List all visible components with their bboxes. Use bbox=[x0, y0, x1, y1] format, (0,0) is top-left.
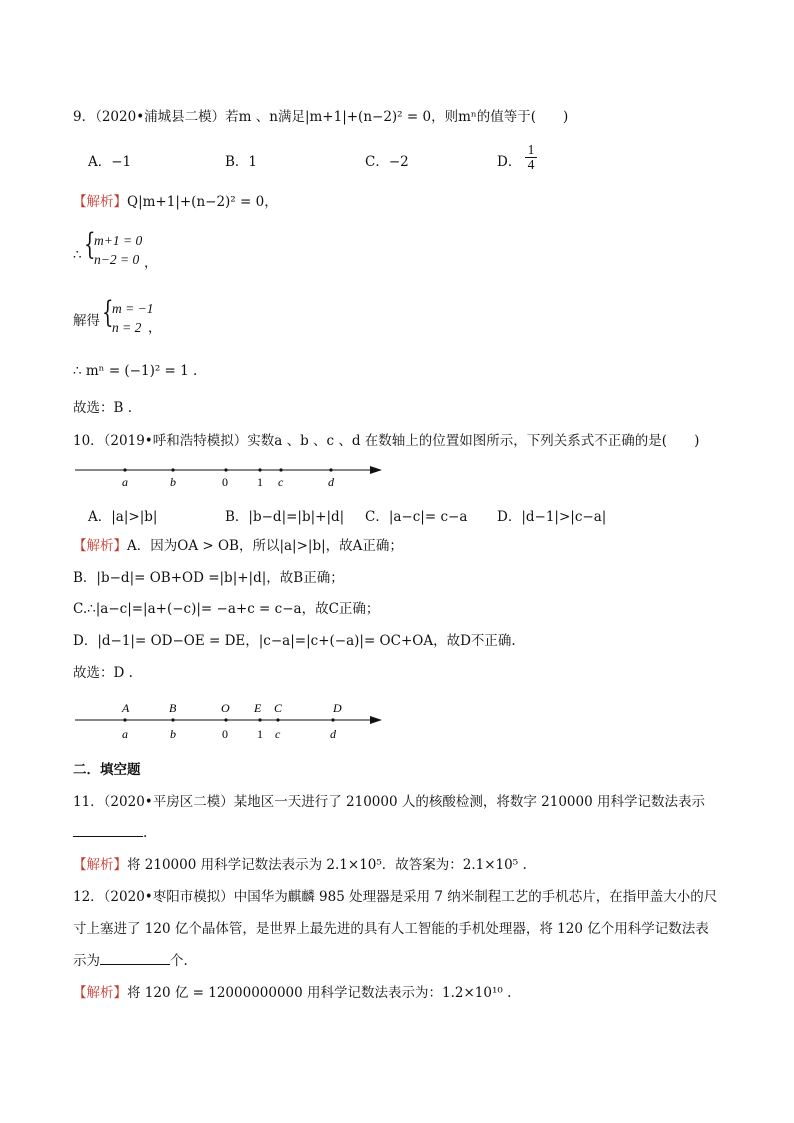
brace-icon: { bbox=[102, 295, 114, 330]
solution-text: 将 120 亿 = 12000000000 用科学记数法表示为：1.2×10¹⁰ . bbox=[127, 985, 512, 1001]
fraction-denominator: 4 bbox=[527, 157, 535, 172]
point-b bbox=[171, 468, 174, 471]
fraction-numerator: 1 bbox=[525, 143, 537, 158]
stem-text: 个. bbox=[170, 953, 188, 969]
q12-stem-line3 bbox=[73, 952, 188, 970]
q10-option-c: C．|a−c|= c−a bbox=[365, 509, 468, 525]
solution-label: 【解析】 bbox=[73, 538, 127, 554]
q12-stem-line2: 寸上塞进了 120 亿个晶体管，是世界上最先进的具有人工智能的手机处理器，将 120 亿个用科学记数法表 bbox=[73, 921, 709, 937]
solution-text: A．因为OA > OB，所以|a|>|b|，故A正确； bbox=[127, 538, 403, 554]
answer-blank[interactable] bbox=[100, 952, 170, 965]
point-1 bbox=[258, 468, 261, 471]
point-c bbox=[279, 468, 282, 471]
label-c: c bbox=[278, 475, 284, 489]
label-c: c bbox=[275, 727, 281, 741]
section-title: 二．填空题 bbox=[73, 762, 141, 778]
comma: ， bbox=[144, 255, 158, 271]
q10-stem: 10．（2019•呼和浩特模拟）实数a 、b 、c 、d 在数轴上的位置如图所示，下列关系式不正确的是( ) bbox=[73, 433, 700, 449]
q10-solution-b: B．|b−d|= OB+OD =|b|+|d|，故B正确； bbox=[73, 570, 344, 586]
label-0: 0 bbox=[222, 475, 228, 489]
q9-answer: 故选：B . bbox=[73, 400, 133, 416]
q12-stem-line1: 12．（2020•枣阳市模拟）中国华为麒麟 985 处理器是采用 7 纳米制程工艺的手机芯片，在指甲盖大小的尺 bbox=[73, 889, 718, 905]
q10-option-a: A．|a|>|b| bbox=[88, 509, 158, 525]
q11-blank-line bbox=[73, 824, 147, 842]
q10-solution-c: C.∴|a−c|=|a+(−c)|= −a+c = c−a，故C正确； bbox=[73, 601, 380, 617]
label-O: O bbox=[221, 701, 230, 715]
system-eq-1: m+1 = 0 bbox=[94, 233, 143, 248]
q10-answer: 故选：D . bbox=[73, 665, 133, 681]
label-0: 0 bbox=[222, 727, 228, 741]
therefore-symbol: ∴ bbox=[73, 247, 82, 263]
label-A: A bbox=[122, 701, 130, 715]
brace-icon: { bbox=[84, 227, 96, 262]
q9-option-d-fraction bbox=[525, 143, 537, 172]
comma: ， bbox=[148, 320, 162, 336]
system-eq-2: n−2 = 0 bbox=[94, 252, 140, 267]
answer-blank[interactable] bbox=[73, 824, 143, 837]
point-b bbox=[171, 718, 174, 721]
arrow-icon bbox=[370, 466, 382, 474]
solution-label: 【解析】 bbox=[73, 857, 127, 873]
point-0 bbox=[224, 718, 227, 721]
label-D: D bbox=[333, 701, 342, 715]
system-eq-1: m = −1 bbox=[112, 301, 154, 316]
label-d: d bbox=[328, 475, 334, 489]
point-a bbox=[123, 718, 126, 721]
label-d: d bbox=[330, 727, 336, 741]
label-1: 1 bbox=[257, 727, 263, 741]
q10-solution-a bbox=[73, 537, 403, 555]
q9-stem: 9．（2020•浦城县二模）若m 、n满足|m+1|+(n−2)² = 0，则mⁿ的值等于( ) bbox=[73, 109, 569, 125]
solution-label: 【解析】 bbox=[73, 194, 127, 210]
label-E: E bbox=[254, 701, 262, 715]
system-eq-2: n = 2 bbox=[112, 320, 142, 335]
label-1: 1 bbox=[257, 475, 263, 489]
solution-label: 【解析】 bbox=[73, 985, 127, 1001]
label-B: B bbox=[169, 701, 177, 715]
q12-solution bbox=[73, 984, 511, 1002]
q11-stem: 11．（2020•平房区二模）某地区一天进行了 210000 人的核酸检测，将数字 210000 用科学记数法表示 bbox=[73, 794, 705, 810]
number-line-2 bbox=[70, 698, 390, 744]
solution-text: 将 210000 用科学记数法表示为 2.1×10⁵．故答案为：2.1×10⁵ . bbox=[127, 857, 527, 873]
q11-solution bbox=[73, 856, 527, 874]
q9-option-c: C．−2 bbox=[365, 154, 409, 170]
number-line-1 bbox=[70, 460, 390, 494]
point-1 bbox=[258, 718, 261, 721]
label-a: a bbox=[122, 475, 128, 489]
q9-solution-text: Q|m+1|+(n−2)² = 0， bbox=[127, 194, 278, 210]
point-d bbox=[331, 718, 334, 721]
q9-solution-line1 bbox=[73, 193, 278, 211]
q10-solution-d: D．|d−1|= OD−OE = DE，|c−a|=|c+(−a)|= OC+OA，故D不正确. bbox=[73, 633, 516, 649]
label-b: b bbox=[170, 727, 176, 741]
q10-option-d: D．|d−1|>|c−a| bbox=[497, 509, 607, 525]
q9-solution-line2: ∴ mⁿ = (−1)² = 1 . bbox=[73, 363, 198, 379]
label-b: b bbox=[170, 475, 176, 489]
solve-label: 解得 bbox=[73, 313, 100, 329]
q9-option-b: B．1 bbox=[225, 154, 258, 170]
label-C: C bbox=[274, 701, 283, 715]
point-c bbox=[276, 718, 279, 721]
period: . bbox=[143, 825, 148, 841]
stem-text: 示为 bbox=[73, 953, 100, 969]
point-a bbox=[123, 468, 126, 471]
label-a: a bbox=[122, 727, 128, 741]
arrow-icon bbox=[370, 716, 382, 724]
q9-option-a: A．−1 bbox=[88, 154, 132, 170]
q10-option-b: B．|b−d|=|b|+|d| bbox=[225, 509, 345, 525]
q9-option-d: D． bbox=[497, 154, 522, 170]
point-0 bbox=[224, 468, 227, 471]
point-d bbox=[329, 468, 332, 471]
